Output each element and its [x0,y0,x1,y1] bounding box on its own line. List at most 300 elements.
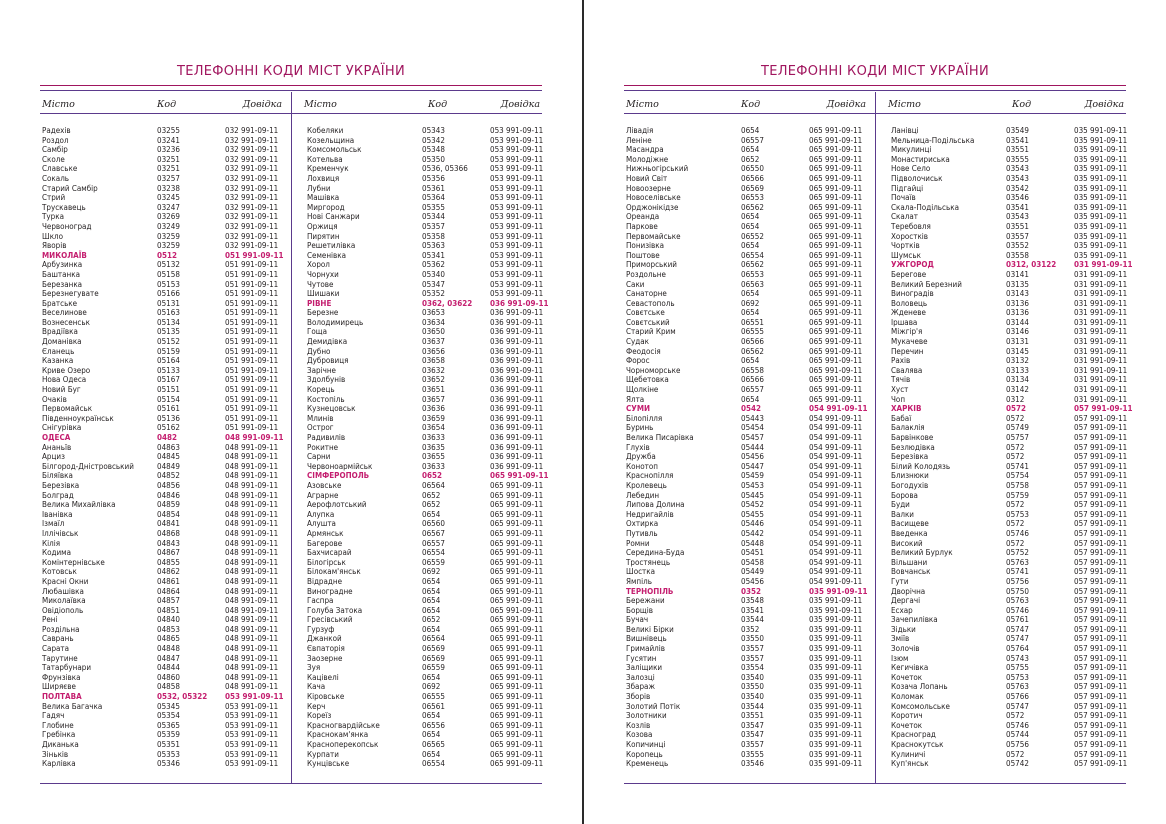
city-name: Комінтернівське [42,557,105,567]
city-name: Іллічівськ [42,528,79,538]
city-code: 05453 [741,480,764,490]
info-number: 035 991-09-11 [809,692,863,702]
info-number: 035 991-09-11 [1074,183,1128,193]
city-code: 03659 [422,413,445,423]
city-code: 0654 [422,596,441,606]
city-name: Підгайці [891,183,924,193]
city-code: 04840 [157,615,180,625]
city-code: 05345 [157,701,180,711]
column-separator [875,92,876,783]
city-code: 05444 [741,442,764,452]
info-number: 065 991-09-11 [490,749,544,759]
info-number: 031 991-09-11 [1074,365,1128,375]
info-number: 065 991-09-11 [809,385,863,395]
city-code: 0654 [422,711,441,721]
city-code: 05747 [1006,624,1029,634]
city-name: Поштове [626,250,660,260]
city-code: 04847 [157,653,180,663]
city-name: Вишнівець [626,634,667,644]
city-code: 05352 [422,289,445,299]
city-name: Острог [307,423,334,433]
info-number: 053 991-09-11 [490,202,544,212]
info-number: 048 991-09-11 [225,509,279,519]
city-code: 05749 [1006,423,1029,433]
info-number: 048 991-09-11 [225,461,279,471]
info-number: 057 991-09-11 [1074,471,1128,481]
city-name: Борова [891,490,918,500]
info-number: 054 991-09-11 [809,461,863,471]
header-code: Код [741,99,761,110]
info-number: 032 991-09-11 [225,231,279,241]
info-number: 065 991-09-11 [809,212,863,222]
info-number: 057 991-09-11 [1074,644,1128,654]
city-code: 03557 [741,653,764,663]
city-name: Коротич [891,711,923,721]
city-code: 03558 [1006,250,1029,260]
city-name: Старий Крим [626,327,676,337]
info-number: 048 991-09-11 [225,528,279,538]
info-number: 048 991-09-11 [225,653,279,663]
city-code: 05452 [741,500,764,510]
info-number: 057 991-09-11 [1074,452,1128,462]
info-number: 057 991-09-11 [1074,730,1128,740]
city-code: 05750 [1006,586,1029,596]
info-number: 048 991-09-11 [225,682,279,692]
info-number: 054 991-09-11 [809,538,863,548]
header-city: Місто [304,99,337,110]
city-name: Болград [42,490,74,500]
city-code: 0352 [741,586,762,596]
info-number: 065 991-09-11 [809,298,863,308]
city-code: 03134 [1006,375,1029,385]
city-name: Сарата [42,644,70,654]
city-code: 05746 [1006,720,1029,730]
info-number: 035 991-09-11 [809,596,863,606]
city-code: 03633 [422,433,445,442]
city-code: 05346 [157,759,180,769]
city-code: 05131 [157,298,180,308]
city-name: Бучач [626,615,649,625]
city-code: 06554 [422,759,445,769]
city-code: 05344 [422,212,445,222]
city-name: Ореанда [626,212,660,222]
city-name: Збараж [626,682,655,692]
city-name: Козлів [626,720,651,730]
info-number: 065 991-09-11 [809,365,863,375]
city-name: Братське [42,298,78,308]
info-number: 054 991-09-11 [809,509,863,519]
info-number: 065 991-09-11 [809,260,863,270]
city-name: Снігурівка [42,423,82,433]
city-name: Виноградне [307,586,353,596]
city-name: Старий Самбір [42,183,98,193]
info-number: 057 991-09-11 [1074,500,1128,510]
city-code: 0572 [1006,519,1025,529]
info-number: 032 991-09-11 [225,221,279,231]
city-name: Козача Лопань [891,682,948,692]
info-number: 065 991-09-11 [809,241,863,251]
info-number: 036 991-09-11 [490,365,544,375]
city-name: Залозці [626,672,655,682]
info-number: 035 991-09-11 [809,682,863,692]
city-code: 05763 [1006,682,1029,692]
info-number: 053 991-09-11 [490,193,544,203]
info-number: 065 991-09-11 [490,720,544,730]
city-code: 04860 [157,672,180,682]
city-code: 05763 [1006,596,1029,606]
city-code: 05154 [157,394,180,404]
city-name: ХАРКІВ [891,404,922,414]
city-code: 06557 [741,385,764,395]
info-number: 048 991-09-11 [225,433,284,442]
city-code: 04843 [157,538,180,548]
info-number: 053 991-09-11 [225,759,279,769]
city-name: СУМИ [626,404,651,414]
city-code: 05758 [1006,480,1029,490]
info-number: 051 991-09-11 [225,365,279,375]
page-title: ТЕЛЕФОННІ КОДИ МІСТ УКРАЇНИ [176,64,406,79]
info-number: 053 991-09-11 [490,260,544,270]
city-name: Корець [307,385,335,395]
info-number: 057 991-09-11 [1074,740,1128,749]
city-name: Нове Село [891,164,931,174]
city-code: 0572 [1006,413,1025,423]
city-code: 05363 [422,241,445,251]
city-name: Феодосія [626,346,661,356]
city-name: Гаспра [307,596,334,606]
city-name: Бережани [626,596,665,606]
city-name: Зміїв [891,634,910,644]
city-code: 03540 [741,672,764,682]
city-name: Яворів [42,241,67,251]
city-code: 04844 [157,663,180,673]
right-page [584,0,1166,824]
city-name: Борщів [626,605,653,615]
info-number: 054 991-09-11 [809,423,863,433]
city-code: 04851 [157,605,180,615]
city-name: Дубно [307,346,331,356]
info-number: 032 991-09-11 [225,126,279,135]
city-code: 03241 [157,135,180,145]
city-name: Дубровиця [307,356,349,366]
info-number: 057 991-09-11 [1074,538,1128,548]
city-name: Кореїз [307,711,332,721]
info-number: 035 991-09-11 [809,701,863,711]
info-number: 048 991-09-11 [225,624,279,634]
info-number: 036 991-09-11 [490,317,544,327]
city-name: Перечин [891,346,924,356]
info-number: 065 991-09-11 [809,337,863,347]
city-name: Новий Буг [42,385,81,395]
city-code: 05747 [1006,634,1029,644]
city-name: Чутове [307,279,334,289]
info-number: 065 991-09-11 [809,183,863,193]
info-number: 053 991-09-11 [225,730,279,740]
city-code: 05162 [157,423,180,433]
city-code: 06562 [741,260,764,270]
city-name: Молодіжне [626,154,669,164]
city-name: Іванівка [42,509,73,519]
info-number: 048 991-09-11 [225,500,279,510]
city-name: Шкло [42,231,64,241]
info-number: 053 991-09-11 [490,221,544,231]
city-code: 03551 [1006,145,1029,155]
city-name: Гадяч [42,711,65,721]
info-number: 065 991-09-11 [809,164,863,174]
info-number: 053 991-09-11 [225,692,284,702]
info-number: 048 991-09-11 [225,442,279,452]
info-number: 053 991-09-11 [225,711,279,721]
info-number: 053 991-09-11 [225,749,279,759]
city-name: Миколаївка [42,596,86,606]
info-number: 048 991-09-11 [225,576,279,586]
info-number: 065 991-09-11 [809,346,863,356]
city-name: Лубни [307,183,331,193]
city-name: Кременчук [307,164,349,174]
city-name: Турка [42,212,64,222]
city-name: Арбузинка [42,260,83,270]
city-name: Саврань [42,634,74,644]
city-code: 0572 [1006,538,1025,548]
city-code: 06553 [741,193,764,203]
city-code: 0572 [1006,500,1025,510]
city-code: 04855 [157,557,180,567]
city-code: 06562 [741,202,764,212]
info-number: 035 991-09-11 [1074,173,1128,183]
city-name: Севастополь [626,298,675,308]
info-number: 031 991-09-11 [1074,385,1128,395]
city-name: Велика Писарівка [626,433,694,442]
city-code: 06552 [741,231,764,241]
city-name: Леніне [626,135,652,145]
city-code: 03245 [157,193,180,203]
city-name: Нижньогірський [626,164,689,174]
info-number: 051 991-09-11 [225,356,279,366]
info-number: 065 991-09-11 [490,663,544,673]
info-number: 053 991-09-11 [490,183,544,193]
city-name: Багерове [307,538,343,548]
info-number: 057 991-09-11 [1074,596,1128,606]
info-number: 057 991-09-11 [1074,490,1128,500]
info-number: 065 991-09-11 [809,202,863,212]
city-code: 05132 [157,260,180,270]
info-number: 031 991-09-11 [1074,308,1128,318]
city-name: Хоростків [891,231,929,241]
city-name: Глобине [42,720,74,730]
info-number: 057 991-09-11 [1074,692,1128,702]
city-code: 05755 [1006,663,1029,673]
city-name: Введенка [891,528,928,538]
city-code: 0312 [1006,394,1025,404]
city-code: 0652 [422,490,441,500]
city-name: Татарбунари [42,663,92,673]
city-name: Бахчисарай [307,548,352,558]
info-number: 035 991-09-11 [809,720,863,730]
city-code: 06565 [422,740,445,749]
city-code: 06567 [422,528,445,538]
info-number: 054 991-09-11 [809,557,863,567]
city-code: 03541 [1006,135,1029,145]
city-code: 06562 [741,346,764,356]
info-number: 051 991-09-11 [225,327,279,337]
city-code: 03651 [422,385,445,395]
info-number: 048 991-09-11 [225,634,279,644]
city-name: Заліщики [626,663,663,673]
city-code: 04841 [157,519,180,529]
city-code: 0654 [422,605,441,615]
info-number: 053 991-09-11 [490,241,544,251]
info-number: 048 991-09-11 [225,538,279,548]
city-name: Підволочиськ [891,173,943,183]
city-code: 03554 [741,663,764,673]
city-name: Гусятин [626,653,657,663]
info-number: 036 991-09-11 [490,442,544,452]
city-code: 06563 [741,279,764,289]
city-code: 04848 [157,644,180,654]
info-number: 051 991-09-11 [225,279,279,289]
city-code: 03547 [741,730,764,740]
header-info: Довідка [826,99,866,110]
city-name: Армянськ [307,528,344,538]
city-code: 06551 [741,317,764,327]
city-name: Демидівка [307,337,348,347]
city-name: Пирятин [307,231,340,241]
city-name: Гребінка [42,730,76,740]
city-name: Кочеток [891,720,923,730]
city-name: Козельщина [307,135,355,145]
info-number: 035 991-09-11 [1074,250,1128,260]
city-code: 06559 [422,663,445,673]
info-number: 053 991-09-11 [490,212,544,222]
city-name: Дворічна [891,586,926,596]
city-code: 06558 [741,365,764,375]
city-code: 0654 [741,394,760,404]
city-code: 05359 [157,730,180,740]
city-name: Комсомольськ [307,145,362,155]
city-code: 0654 [741,126,760,135]
city-name: Ізмаїл [42,519,65,529]
info-number: 036 991-09-11 [490,346,544,356]
info-number: 035 991-09-11 [1074,212,1128,222]
city-code: 05362 [422,260,445,270]
info-number: 057 991-09-11 [1074,672,1128,682]
city-code: 0312, 03122 [1006,260,1057,270]
city-name: Зарічне [307,365,336,375]
info-number: 035 991-09-11 [809,615,863,625]
info-number: 036 991-09-11 [490,452,544,462]
city-name: Гоща [307,327,327,337]
city-code: 05353 [157,749,180,759]
city-name: Барвінкове [891,433,934,442]
city-code: 05456 [741,452,764,462]
info-number: 031 991-09-11 [1074,337,1128,347]
city-code: 06561 [422,701,445,711]
city-name: Семенівка [307,250,347,260]
city-name: Білий Колодязь [891,461,951,471]
info-number: 057 991-09-11 [1074,720,1128,730]
city-name: Скалат [891,212,918,222]
info-number: 036 991-09-11 [490,394,544,404]
info-number: 054 991-09-11 [809,519,863,529]
city-name: Дергачі [891,596,921,606]
city-name: Ізюм [891,653,909,663]
city-name: Шостка [626,567,656,577]
city-code: 03541 [741,605,764,615]
city-name: Хуст [891,385,909,395]
city-name: Овідіополь [42,605,84,615]
city-code: 0652 [422,500,441,510]
city-code: 06566 [741,173,764,183]
city-name: Котельва [307,154,343,164]
city-name: Оржиця [307,221,338,231]
city-name: Гути [891,576,909,586]
info-number: 031 991-09-11 [1074,394,1128,404]
info-number: 065 991-09-11 [490,528,544,538]
city-name: Очаків [42,394,67,404]
info-number: 048 991-09-11 [225,519,279,529]
city-code: 06559 [422,557,445,567]
city-code: 05341 [422,250,445,260]
city-code: 03238 [157,183,180,193]
city-name: Гресівський [307,615,353,625]
city-code: 06553 [741,269,764,279]
city-name: Есхар [891,605,913,615]
city-name: Форос [626,356,650,366]
city-code: 05752 [1006,548,1029,558]
city-code: 03550 [741,634,764,644]
city-name: Валки [891,509,914,519]
info-number: 035 991-09-11 [1074,241,1128,251]
city-code: 05357 [422,221,445,231]
city-name: Новий Світ [626,173,668,183]
info-number: 054 991-09-11 [809,500,863,510]
city-code: 05763 [1006,557,1029,567]
info-number: 065 991-09-11 [490,567,544,577]
info-number: 051 991-09-11 [225,289,279,299]
city-name: Комсомольське [891,701,950,711]
city-name: Кодима [42,548,72,558]
info-number: 053 991-09-11 [490,279,544,289]
info-number: 031 991-09-11 [1074,289,1128,299]
city-code: 06564 [422,634,445,644]
info-number: 053 991-09-11 [490,126,544,135]
info-number: 035 991-09-11 [809,624,863,634]
info-number: 048 991-09-11 [225,490,279,500]
city-code: 0572 [1006,442,1025,452]
city-code: 0572 [1006,749,1025,759]
city-code: 05340 [422,269,445,279]
city-code: 05135 [157,327,180,337]
info-number: 035 991-09-11 [809,711,863,721]
city-code: 04858 [157,682,180,692]
info-number: 048 991-09-11 [225,480,279,490]
city-code: 05456 [741,576,764,586]
city-code: 05764 [1006,644,1029,654]
info-number: 065 991-09-11 [490,557,544,567]
info-number: 035 991-09-11 [809,672,863,682]
city-code: 03636 [422,404,445,414]
city-code: 05746 [1006,528,1029,538]
city-name: Березнегувате [42,289,99,299]
city-code: 03132 [1006,356,1029,366]
city-name: Бабаї [891,413,912,423]
info-number: 065 991-09-11 [490,615,544,625]
city-name: Радивилів [307,433,346,442]
city-code: 06557 [422,538,445,548]
city-code: 05159 [157,346,180,356]
city-code: 04864 [157,586,180,596]
city-name: Совєтське [626,308,665,318]
